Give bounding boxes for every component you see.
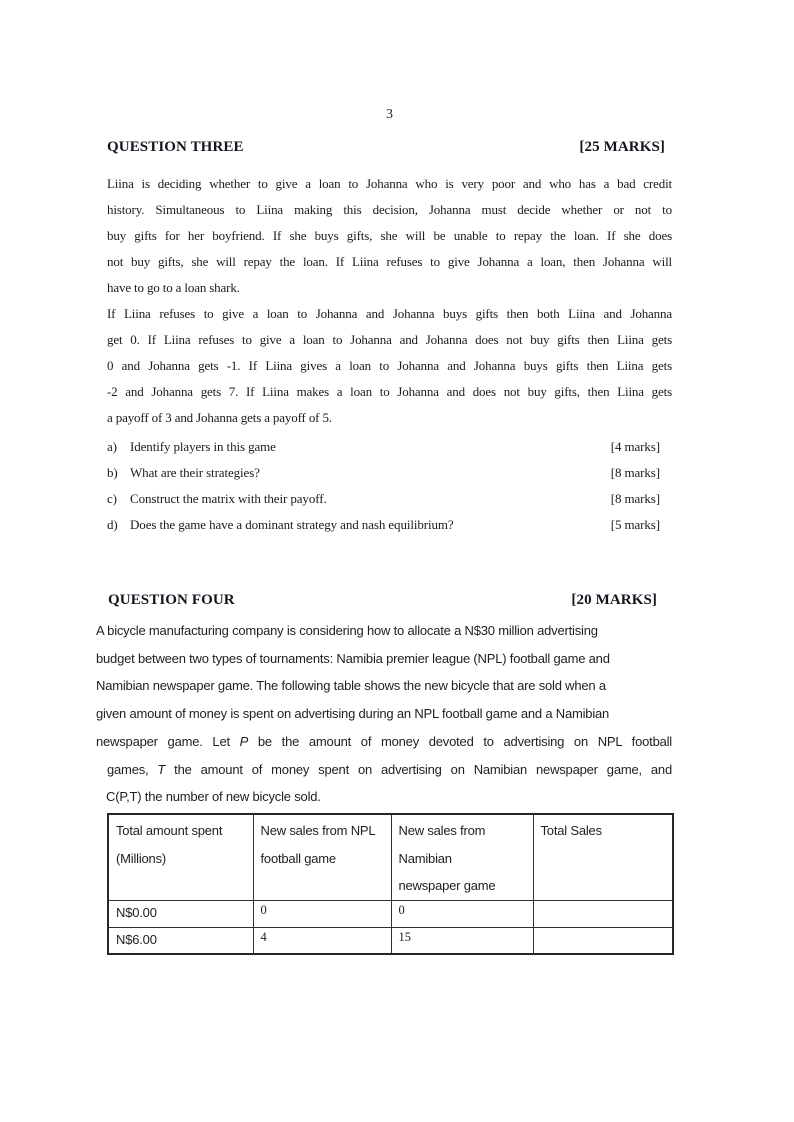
- table-cell: [533, 900, 673, 927]
- subquestion-letter: b): [107, 465, 118, 480]
- variable-t: T: [157, 761, 166, 777]
- paragraph-segment: the amount of money spent on advertising on Namibian newspaper game, and: [165, 761, 672, 777]
- subquestion-letter: a): [107, 439, 117, 454]
- paragraph-segment: games,: [107, 761, 158, 777]
- table-row: [108, 900, 673, 927]
- subquestion-row: [107, 512, 660, 538]
- table-cell: [533, 927, 673, 954]
- question-three-paragraph: [107, 171, 672, 431]
- table-cell: 0: [253, 900, 391, 927]
- question-four-title: QUESTION FOUR: [108, 592, 235, 608]
- table-cell: N$0.00: [108, 900, 253, 927]
- paragraph-line: 0 and Johanna gets -1. If Liina gives a loan to Johanna and Johanna buys gifts then Liina gets: [107, 358, 672, 373]
- subquestion-marks: [8 marks]: [610, 465, 660, 480]
- paragraph-line: given amount of money is spent on advertising during an NPL football game and a Namibian: [96, 706, 610, 722]
- subquestion-text: Identify players in this game: [130, 439, 276, 454]
- paragraph-line: [96, 756, 672, 784]
- header-line: Total amount spent: [116, 823, 223, 838]
- paragraph-line: A bicycle manufacturing company is considering how to allocate a N$30 million advertising: [96, 623, 598, 638]
- table-header-row: [108, 814, 673, 900]
- paragraph-line: budget between two types of tournaments: Namibia premier league (NPL) football game and: [96, 650, 610, 666]
- paragraph-line: buy gifts for her boyfriend. If she buys gifts, she will be unable to repay the loan. If she does: [107, 228, 672, 243]
- sales-table: [107, 813, 674, 955]
- question-three-subquestions: [107, 434, 660, 538]
- header-line: (Millions): [116, 850, 167, 866]
- subquestion-row: [107, 486, 660, 512]
- header-line: Total Sales: [540, 823, 602, 838]
- paragraph-segment: newspaper game. Let: [96, 733, 240, 749]
- table-cell: N$6.00: [108, 927, 253, 954]
- paragraph-line: If Liina refuses to give a loan to Johanna and Johanna buys gifts then both Liina and Johanna: [107, 306, 672, 321]
- subquestion-letter: d): [107, 517, 118, 532]
- subquestion-marks: [4 marks]: [610, 439, 660, 454]
- table-header-cell: [253, 814, 391, 900]
- table-cell: 4: [253, 927, 391, 954]
- subquestion-text: Does the game have a dominant strategy and nash equilibrium?: [130, 517, 454, 532]
- table-header-cell: [391, 814, 533, 900]
- table-header-cell: [533, 814, 673, 900]
- paragraph-line: [96, 728, 672, 756]
- paragraph-line: Liina is deciding whether to give a loan to Johanna who is very poor and who has a bad credit: [107, 176, 672, 191]
- question-three-title: QUESTION THREE: [107, 139, 244, 155]
- header-line: football game: [260, 850, 336, 866]
- paragraph-line: have to go to a loan shark.: [107, 280, 240, 295]
- variable-p: P: [239, 733, 249, 749]
- paragraph-line: get 0. If Liina refuses to give a loan to Johanna and Johanna does not buy gifts then Liina gets: [107, 332, 672, 347]
- paragraph-line: not buy gifts, she will repay the loan. If Liina refuses to give Johanna a loan, then Johanna will: [107, 254, 672, 269]
- table-header-cell: [108, 814, 253, 900]
- paragraph-line: history. Simultaneous to Liina making this decision, Johanna must decide whether or not to: [107, 202, 672, 217]
- paragraph-line: a payoff of 3 and Johanna gets a payoff of 5.: [107, 410, 332, 425]
- page-number: 3: [386, 107, 393, 122]
- paragraph-line: -2 and Johanna gets 7. If Liina makes a loan to Johanna and does not buy gifts, then Liina gets: [107, 384, 672, 399]
- question-three-heading: [107, 139, 665, 156]
- table-cell: 0: [391, 900, 533, 927]
- subquestion-marks: [5 marks]: [610, 517, 660, 532]
- subquestion-marks: [8 marks]: [610, 491, 660, 506]
- paragraph-line: Namibian newspaper game. The following table shows the new bicycle that are sold when a: [96, 678, 606, 694]
- question-four-heading: [108, 592, 657, 609]
- question-three-marks: [25 MARKS]: [579, 139, 665, 155]
- table-cell: 15: [391, 927, 533, 954]
- question-four-marks: [20 MARKS]: [571, 592, 657, 608]
- header-line: New sales from NPL: [260, 823, 376, 838]
- question-four-paragraph: [96, 617, 672, 811]
- header-line: newspaper game: [398, 878, 496, 893]
- subquestion-letter: c): [107, 491, 117, 506]
- subquestion-row: [107, 434, 660, 460]
- subquestion-text: What are their strategies?: [130, 465, 260, 480]
- paragraph-line: C(P,T) the number of new bicycle sold.: [106, 789, 321, 805]
- paragraph-segment: be the amount of money devoted to advertising on NPL football: [248, 733, 672, 749]
- table-row: [108, 927, 673, 954]
- subquestion-text: Construct the matrix with their payoff.: [130, 491, 327, 506]
- header-line: Namibian: [398, 850, 452, 866]
- subquestion-row: [107, 460, 660, 486]
- header-line: New sales from: [398, 823, 486, 838]
